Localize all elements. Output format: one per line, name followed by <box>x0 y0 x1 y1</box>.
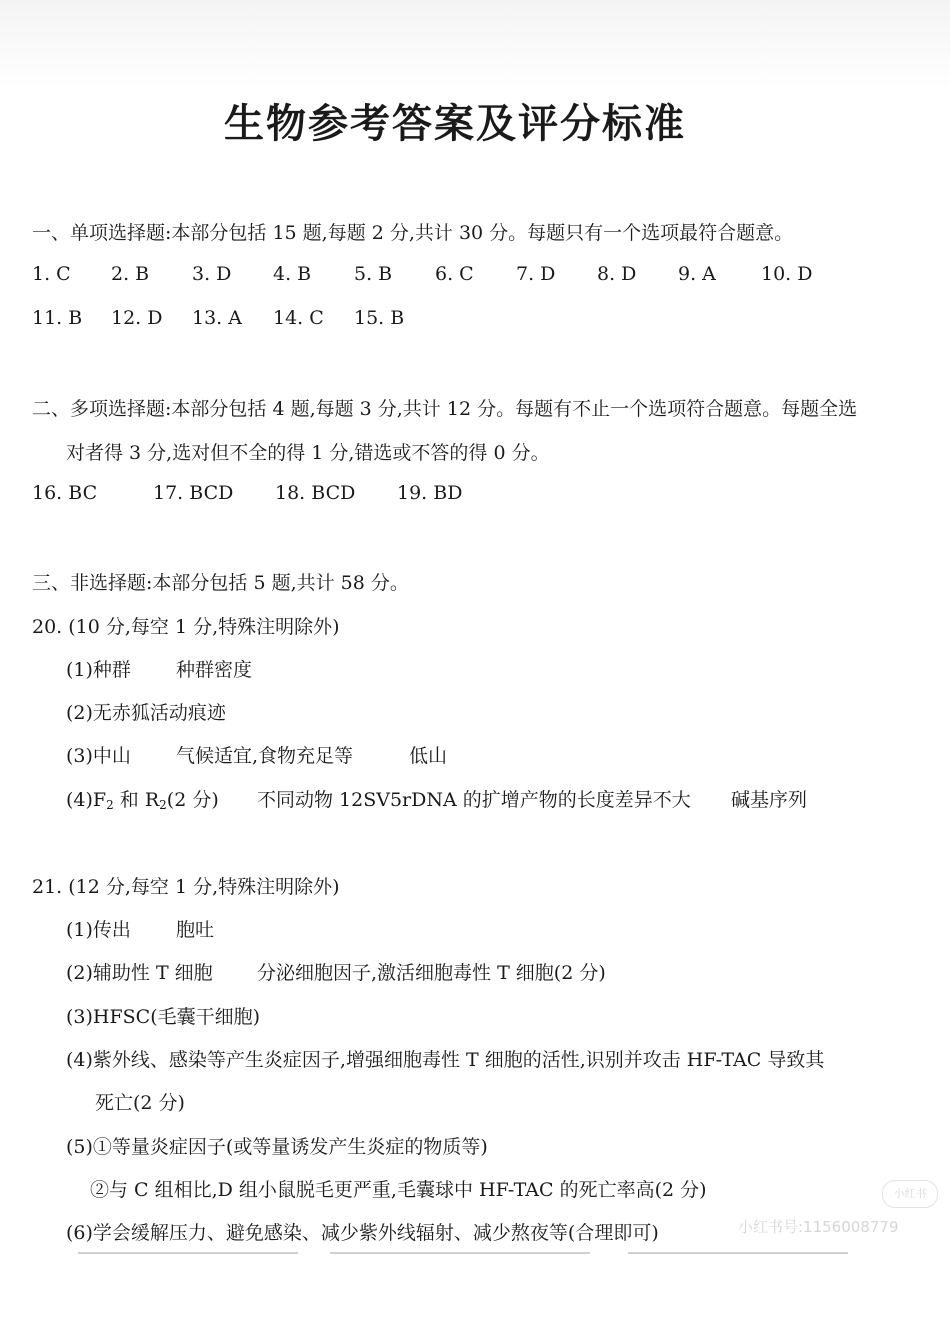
section2-header-line2: 对者得 3 分,选对但不全的得 1 分,错选或不答的得 0 分。 <box>66 442 550 464</box>
q21-part4-line2: 死亡(2 分) <box>95 1092 185 1114</box>
q20-part3-answer-c: 低山 <box>409 745 448 767</box>
q20-part1-answer-b: 种群密度 <box>176 659 253 681</box>
answer-17: 17. BCD <box>153 482 234 504</box>
q20-part1 <box>0 655 950 679</box>
watermark-text: 小红书号:1156008779 <box>738 1218 899 1236</box>
q20-part3-answer-b: 气候适宜,食物充足等 <box>176 745 354 767</box>
answer-10: 10. D <box>761 263 813 285</box>
q21-part1-answer-a: (1)传出 <box>66 919 131 941</box>
q20-part4-answer-b: 不同动物 12SV5rDNA 的扩增产物的长度差异不大 <box>257 789 691 811</box>
bottom-divider-right <box>628 1252 848 1254</box>
q20-part4-suffix: (2 分) <box>166 789 219 811</box>
section1-answers-row2 <box>0 307 950 331</box>
q20-part4-prefix: (4)F <box>66 789 107 811</box>
answer-6: 6. C <box>435 263 474 285</box>
q21-part2-answer-b: 分泌细胞因子,激活细胞毒性 T 细胞(2 分) <box>257 962 606 984</box>
answer-4: 4. B <box>273 263 312 285</box>
q21-part2-answer-a: (2)辅助性 T 细胞 <box>66 962 213 984</box>
answer-5: 5. B <box>354 263 393 285</box>
q20-part4-mid: 和 R <box>113 789 160 811</box>
q20-part4-answer-a <box>66 785 219 812</box>
answer-14: 14. C <box>273 307 324 329</box>
section3-header: 三、非选择题:本部分包括 5 题,共计 58 分。 <box>32 572 409 594</box>
answer-19: 19. BD <box>397 482 463 504</box>
answer-8: 8. D <box>597 263 637 285</box>
q20-part4 <box>0 785 950 811</box>
section2-header-line1: 二、多项选择题:本部分包括 4 题,每题 3 分,共计 12 分。每题有不止一个选项符合题意。每题全选 <box>32 398 858 420</box>
q21-part1 <box>0 915 950 939</box>
q20-part4-subscript-2: 2 <box>159 798 167 812</box>
q21-part2 <box>0 958 950 982</box>
answer-12: 12. D <box>111 307 163 329</box>
q21-heading: 21. (12 分,每空 1 分,特殊注明除外) <box>32 876 340 898</box>
q20-part4-subscript-1: 2 <box>106 798 114 812</box>
answer-7: 7. D <box>516 263 556 285</box>
answer-15: 15. B <box>354 307 405 329</box>
answer-16: 16. BC <box>32 482 98 504</box>
section1-answers-row1 <box>0 263 950 287</box>
answer-18: 18. BCD <box>275 482 356 504</box>
watermark-badge: 小红书 <box>882 1180 938 1208</box>
answer-11: 11. B <box>32 307 83 329</box>
q20-part3 <box>0 741 950 765</box>
q20-heading: 20. (10 分,每空 1 分,特殊注明除外) <box>32 616 340 638</box>
q20-part4-answer-c: 碱基序列 <box>731 789 808 811</box>
q21-part3: (3)HFSC(毛囊干细胞) <box>66 1006 261 1028</box>
q20-part2: (2)无赤狐活动痕迹 <box>66 702 226 724</box>
q21-part6: (6)学会缓解压力、避免感染、减少紫外线辐射、减少熬夜等(合理即可) <box>66 1222 659 1244</box>
answer-9: 9. A <box>678 263 716 285</box>
answer-13: 13. A <box>192 307 242 329</box>
bottom-divider-middle <box>330 1252 590 1254</box>
q21-part5-line1: (5)①等量炎症因子(或等量诱发产生炎症的物质等) <box>66 1136 488 1158</box>
answer-2: 2. B <box>111 263 150 285</box>
answer-3: 3. D <box>192 263 232 285</box>
bottom-divider-left <box>78 1252 298 1254</box>
scan-top-shade <box>0 0 950 88</box>
q21-part4-line1: (4)紫外线、感染等产生炎症因子,增强细胞毒性 T 细胞的活性,识别并攻击 HF-TAC 导致其 <box>66 1049 825 1071</box>
q20-part3-answer-a: (3)中山 <box>66 745 131 767</box>
q21-part1-answer-b: 胞吐 <box>176 919 215 941</box>
section1-header: 一、单项选择题:本部分包括 15 题,每题 2 分,共计 30 分。每题只有一个选项最符合题意。 <box>32 222 794 244</box>
q20-part1-answer-a: (1)种群 <box>66 659 131 681</box>
answer-1: 1. C <box>32 263 71 285</box>
page-title: 生物参考答案及评分标准 <box>224 101 686 147</box>
section2-answers-row <box>0 482 950 506</box>
q21-part5-line2: ②与 C 组相比,D 组小鼠脱毛更严重,毛囊球中 HF-TAC 的死亡率高(2 分) <box>90 1179 707 1201</box>
